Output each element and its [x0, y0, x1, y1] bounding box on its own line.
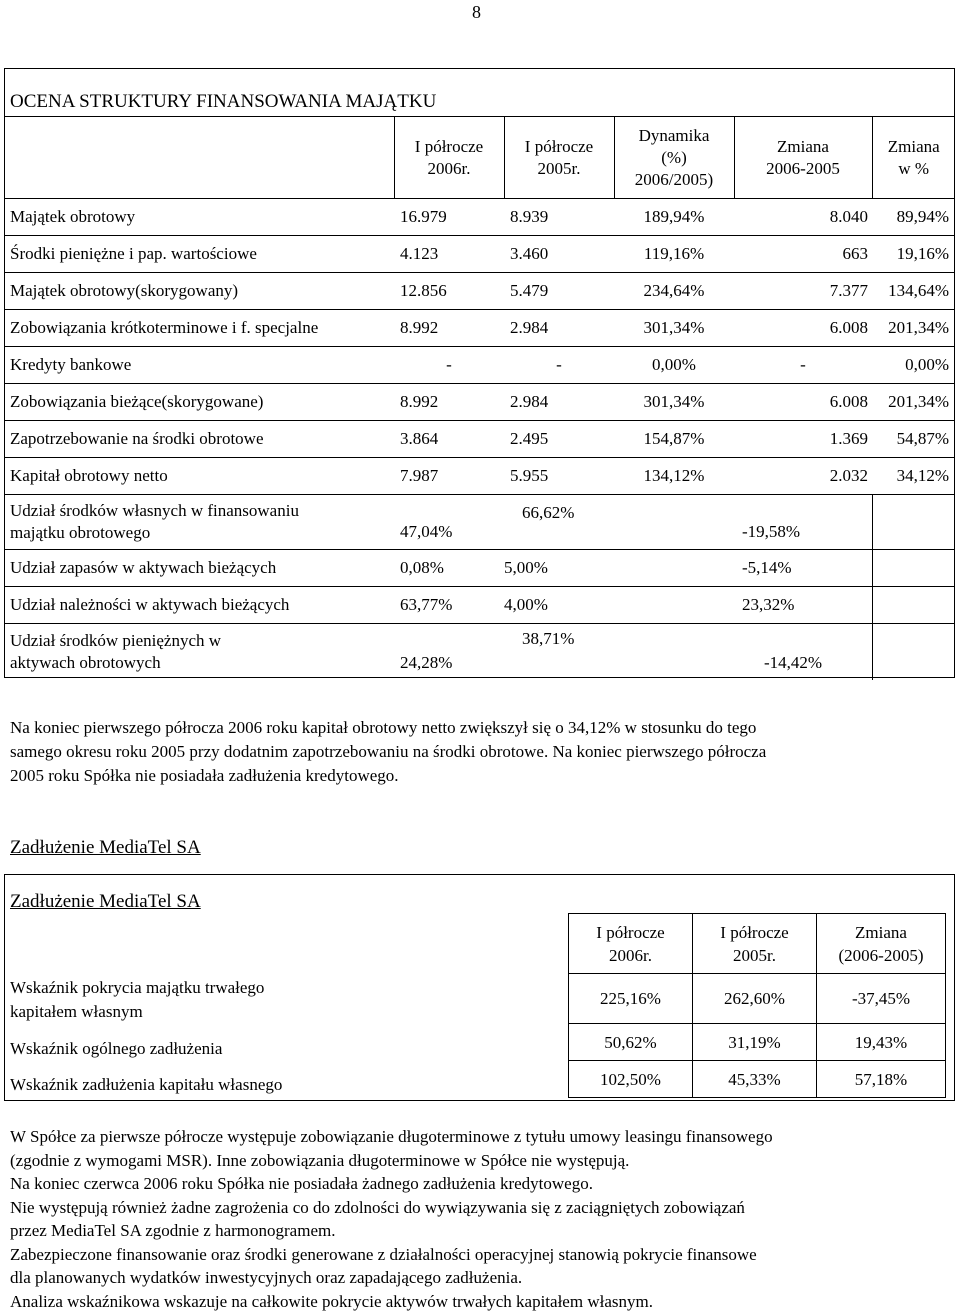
structure-table-body [4, 198, 955, 495]
table-row [4, 347, 955, 384]
table-row [4, 421, 955, 458]
section-title: OCENA STRUKTURY FINANSOWANIA MAJĄTKU [10, 91, 437, 112]
cell-value: 89,94% [872, 199, 955, 236]
cell-value: 8.992 [394, 384, 504, 421]
cell-value: - [504, 347, 614, 384]
cell-value: 134,12% [614, 458, 734, 495]
cell-value: 7.377 [734, 273, 872, 310]
row-label: Kapitał obrotowy netto [4, 458, 394, 495]
table-row [4, 550, 955, 587]
table-row [4, 624, 955, 680]
cell-value: 301,34% [614, 310, 734, 347]
header-h1-2006: I półrocze 2006r. [394, 117, 504, 199]
table-row [4, 199, 955, 236]
table-row [569, 1024, 946, 1061]
table-row [569, 1061, 946, 1098]
table-row [569, 974, 946, 1024]
cell-value: 45,33% [693, 1061, 817, 1098]
row-label: Zobowiązania krótkoterminowe i f. specjalne [4, 310, 394, 347]
cell-value: 2.032 [734, 458, 872, 495]
cell-value: 0,00% [614, 347, 734, 384]
cell-value: 2.984 [504, 310, 614, 347]
row-label: Kredyty bankowe [4, 347, 394, 384]
cell-value: 8.992 [394, 310, 504, 347]
header-2006: I półrocze 2006r. [569, 914, 693, 974]
header-dynamics: Dynamika (%) 2006/2005) [614, 117, 734, 199]
row-label: Majątek obrotowy(skorygowany) [4, 273, 394, 310]
empty-cell [872, 587, 955, 624]
cell-value: 0,00% [872, 347, 955, 384]
empty-cell [872, 624, 955, 680]
row-label: Zapotrzebowanie na środki obrotowe [4, 421, 394, 458]
header-2005: I półrocze 2005r. [693, 914, 817, 974]
cell-value: 24,28% [394, 624, 504, 680]
cell-value: 54,87% [872, 421, 955, 458]
row-label: Udział zapasów w aktywach bieżących [4, 550, 394, 587]
cell-value: 0,08% [394, 550, 504, 587]
cell-value: 134,64% [872, 273, 955, 310]
header-h2-2005: I półrocze 2005r. [504, 117, 614, 199]
cell-value: 3.460 [504, 236, 614, 273]
cell-value: 16.979 [394, 199, 504, 236]
cell-value: 2.984 [504, 384, 614, 421]
table-row [4, 236, 955, 273]
header-change-percent: Zmiana w % [872, 117, 955, 199]
header-blank [4, 117, 394, 199]
share-table [4, 494, 955, 680]
cell-value: -5,14% [614, 550, 872, 587]
cell-value: 47,04% [394, 495, 504, 550]
cell-value: 5,00% [504, 550, 614, 587]
cell-value: 7.987 [394, 458, 504, 495]
cell-value: 201,34% [872, 310, 955, 347]
row-label-general-debt: Wskaźnik ogólnego zadłużenia [10, 1039, 223, 1058]
cell-value: 63,77% [394, 587, 504, 624]
row-label: Środki pieniężne i pap. wartościowe [4, 236, 394, 273]
empty-cell [872, 495, 955, 550]
debt-table-title: Zadłużenie MediaTel SA [10, 891, 201, 912]
cell-value: 5.479 [504, 273, 614, 310]
cell-value: 12.856 [394, 273, 504, 310]
cell-value: - [394, 347, 504, 384]
row-label: Zobowiązania bieżące(skorygowane) [4, 384, 394, 421]
cell-value: 4.123 [394, 236, 504, 273]
debt-table [568, 913, 946, 1098]
cell-value: 2.495 [504, 421, 614, 458]
cell-value: 8.939 [504, 199, 614, 236]
cell-value: 663 [734, 236, 872, 273]
cell-value: -19,58% [614, 495, 872, 550]
row-label-equity-debt: Wskaźnik zadłużenia kapitału własnego [10, 1075, 283, 1094]
row-label: Udział środków własnych w finansowaniu majątku obrotowego [4, 495, 394, 550]
cell-value: 262,60% [693, 974, 817, 1024]
cell-value: 1.369 [734, 421, 872, 458]
row-label: Udział należności w aktywach bieżących [4, 587, 394, 624]
cell-value: 102,50% [569, 1061, 693, 1098]
cell-value: 31,19% [693, 1024, 817, 1061]
table-row [4, 495, 955, 550]
cell-value: 50,62% [569, 1024, 693, 1061]
cell-value: 6.008 [734, 310, 872, 347]
table-row [4, 587, 955, 624]
row-label: Udział środków pieniężnych w aktywach obrotowych [4, 624, 394, 680]
cell-value: -14,42% [614, 624, 872, 680]
cell-value: 201,34% [872, 384, 955, 421]
table-row [4, 458, 955, 495]
cell-value: 119,16% [614, 236, 734, 273]
cell-value: 23,32% [614, 587, 872, 624]
paragraph-debt-summary: W Spółce za pierwsze półrocze występuje zobowiązanie długoterminowe z tytułu umowy leasingu finansowego (zgodnie z wymogami MSR). Inne zobowiązania długoterminowe w Spółce nie występują. Na koniec czerwca 2006 roku Spółka nie posiadała żadnego zadłużenia kredytowego. Nie występują również żadne zagrożenia co do zdolności do wywiązywania się z zaciągniętych zobowiązań przez MediaTel SA zgodnie z harmonogramem. Zabezpieczone finansowanie oraz środki generowane z działalności operacyjnej stanowią pokrycie finansowe dla planowanych wydatków inwestycyjnych oraz zapadającego zadłużenia. Analiza wskaźnikowa wskazuje na całkowite pokrycie aktywów trwałych kapitałem własnym. [10, 1127, 773, 1311]
cell-value: 189,94% [614, 199, 734, 236]
cell-value: 154,87% [614, 421, 734, 458]
cell-value: 6.008 [734, 384, 872, 421]
cell-value: 66,62% [504, 495, 614, 550]
cell-value: 5.955 [504, 458, 614, 495]
cell-value: 34,12% [872, 458, 955, 495]
page-number: 8 [472, 2, 481, 22]
cell-value: 3.864 [394, 421, 504, 458]
cell-value: 301,34% [614, 384, 734, 421]
cell-value: 4,00% [504, 587, 614, 624]
cell-value: 19,16% [872, 236, 955, 273]
cell-value: 8.040 [734, 199, 872, 236]
cell-value: 19,43% [817, 1024, 946, 1061]
cell-value: - [734, 347, 872, 384]
debt-heading: Zadłużenie MediaTel SA [10, 837, 201, 858]
header-change: Zmiana (2006-2005) [817, 914, 946, 974]
header-change: Zmiana 2006-2005 [734, 117, 872, 199]
row-label-coverage: Wskaźnik pokrycia majątku trwałego kapitałem własnym [10, 978, 265, 1021]
paragraph-working-capital: Na koniec pierwszego półrocza 2006 roku kapitał obrotowy netto zwiększył się o 34,12% w stosunku do tego samego okresu roku 2005 przy dodatnim zapotrzebowaniu na środki obrotowe. Na koniec pierwszego półrocza 2005 roku Spółka nie posiadała zadłużenia kredytowego. [10, 718, 767, 785]
empty-cell [872, 550, 955, 587]
cell-value: 57,18% [817, 1061, 946, 1098]
cell-value: 234,64% [614, 273, 734, 310]
row-label: Majątek obrotowy [4, 199, 394, 236]
table-row [4, 384, 955, 421]
cell-value: 225,16% [569, 974, 693, 1024]
table-row [4, 273, 955, 310]
cell-value: 38,71% [504, 624, 614, 680]
cell-value: -37,45% [817, 974, 946, 1024]
structure-table [4, 116, 955, 199]
table-row [4, 310, 955, 347]
